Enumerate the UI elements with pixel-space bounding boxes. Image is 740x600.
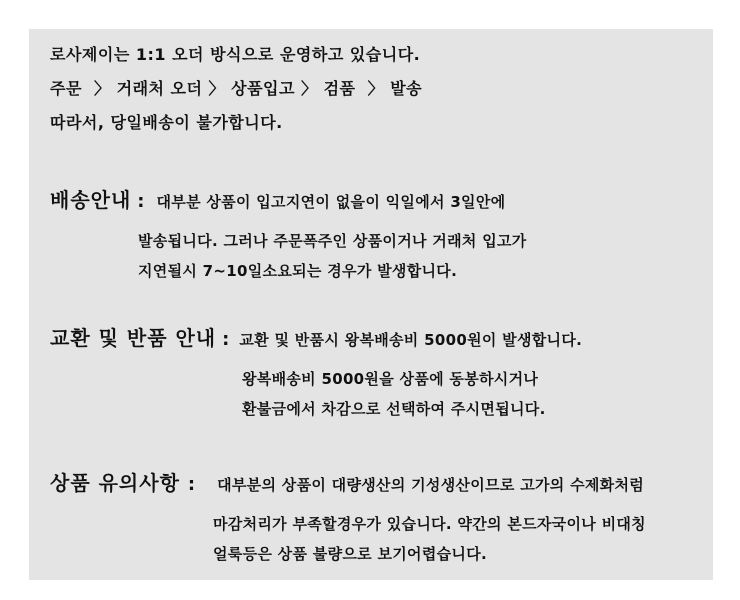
section-exchange-return <box>50 325 707 424</box>
section-product-colon: : <box>187 474 196 495</box>
section-exchange-colon: : <box>222 329 230 350</box>
section-exchange-line-1: 교환 및 반품시 왕복배송비 5000원이 발생합니다. <box>239 331 583 349</box>
section-product-line-1: 대부분의 상품이 대량생산의 기성생산이므로 고가의 수제화처럼 <box>217 476 645 494</box>
section-shipping-title: 배송안내 <box>50 188 132 212</box>
intro-line-operation: 로사제이는 1:1 오더 방식으로 운영하고 있습니다. <box>50 45 421 64</box>
section-exchange-heading-row <box>50 325 707 351</box>
section-shipping-heading-row <box>50 187 707 213</box>
notice-panel <box>29 29 713 580</box>
intro-line-no-sameday: 따라서, 당일배송이 불가합니다. <box>50 113 283 132</box>
section-shipping-line-1: 대부분 상품이 입고지연이 없을이 익일에서 3일안에 <box>156 193 506 211</box>
section-shipping-line-3: 지연될시 7~10일소요되는 경우가 발생합니다. <box>138 262 458 280</box>
section-shipping-colon: : <box>137 191 145 212</box>
section-shipping-info <box>50 187 707 286</box>
section-product-caution <box>50 470 707 569</box>
section-exchange-line-3: 환불금에서 차감으로 선택하여 주시면됩니다. <box>242 400 546 418</box>
section-product-line-2: 마감처리가 부족할경우가 있습니다. 약간의 본드자국이나 비대칭 <box>213 515 646 533</box>
section-product-heading-row <box>50 470 707 496</box>
intro-line-process-flow: 주문 〉 거래처 오더 〉 상품입고 〉 검품 〉 발송 <box>50 79 423 98</box>
section-shipping-line-2: 발송됩니다. 그러나 주문폭주인 상품이거나 거래처 입고가 <box>138 232 527 250</box>
section-exchange-line-2: 왕복배송비 5000원을 상품에 동봉하시거나 <box>242 370 539 388</box>
intro-block <box>50 38 703 140</box>
section-product-line-3: 얼룩등은 상품 불량으로 보기어렵습니다. <box>213 545 487 563</box>
section-product-title: 상품 유의사항 <box>50 471 180 495</box>
section-exchange-title: 교환 및 반품 안내 <box>50 326 217 350</box>
